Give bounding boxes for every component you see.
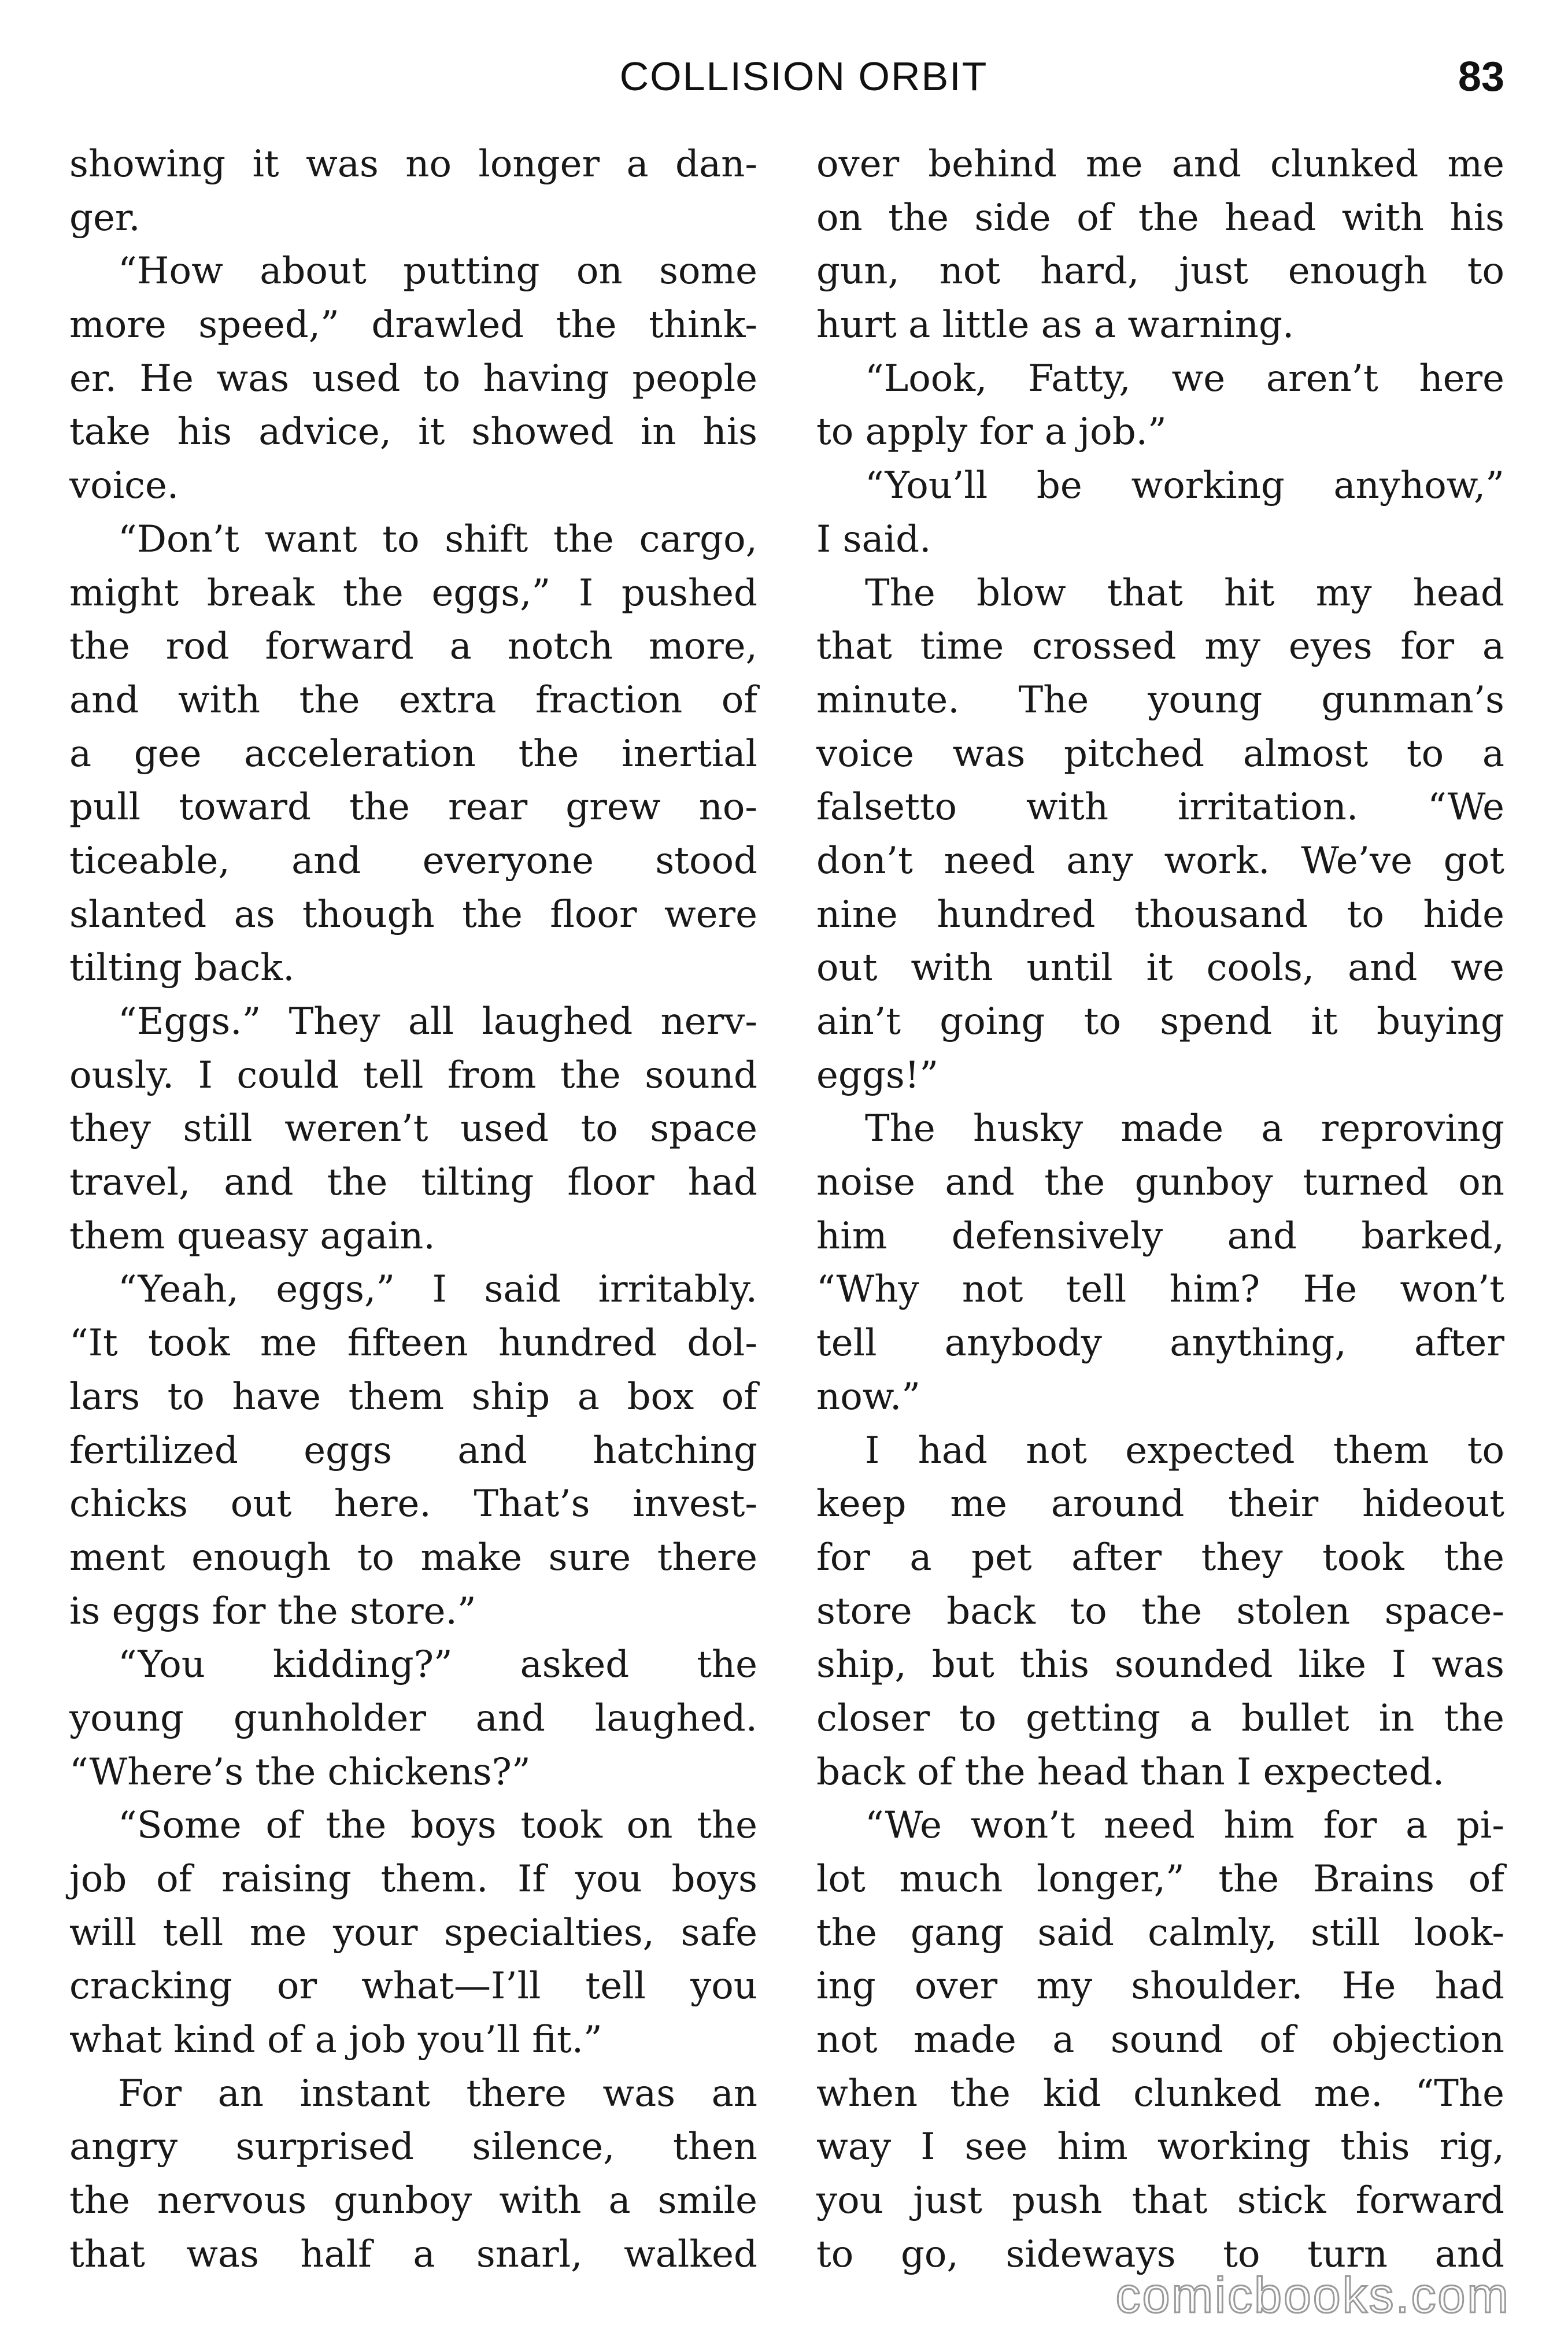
- text-line: to apply for a job.”: [816, 411, 1167, 454]
- text-line: over behind me and clunked me: [816, 143, 1504, 186]
- text-line: young gunholder and laughed.: [69, 1696, 757, 1740]
- text-line: “We won’t need him for a pi-: [865, 1804, 1504, 1847]
- text-line: ing over my shoulder. He had: [816, 1965, 1504, 2008]
- text-line: will tell me your specialties, safe: [69, 1911, 757, 1954]
- text-line: him defensively and barked,: [816, 1214, 1504, 1258]
- page-number: 83: [1458, 54, 1504, 100]
- text-line: the rod forward a notch more,: [69, 625, 757, 668]
- text-line: “How about putting on some: [118, 250, 757, 293]
- text-line: lot much longer,” the Brains of: [816, 1858, 1504, 1901]
- text-line: for a pet after they took the: [816, 1536, 1504, 1579]
- text-line: falsetto with irritation. “We: [816, 786, 1504, 829]
- text-line: “You kidding?” asked the: [118, 1643, 757, 1687]
- text-line: chicks out here. That’s invest-: [69, 1483, 757, 1526]
- text-line: fertilized eggs and hatching: [69, 1429, 757, 1472]
- text-line: you just push that stick forward: [816, 2179, 1504, 2223]
- text-column-right: [816, 138, 1504, 2282]
- text-line: when the kid clunked me. “The: [816, 2072, 1504, 2115]
- text-line: them queasy again.: [69, 1214, 435, 1258]
- text-line: “You’ll be working anyhow,”: [865, 464, 1504, 508]
- text-line: on the side of the head with his: [816, 196, 1504, 239]
- text-line: take his advice, it showed in his: [69, 411, 757, 454]
- text-line: ticeable, and everyone stood: [69, 839, 757, 882]
- text-line: For an instant there was an: [118, 2072, 757, 2115]
- text-line: “Why not tell him? He won’t: [816, 1268, 1504, 1311]
- text-line: “Yeah, eggs,” I said irritably.: [118, 1268, 757, 1311]
- text-line: “Some of the boys took on the: [118, 1804, 757, 1847]
- text-line: eggs!”: [816, 1054, 939, 1097]
- text-line: what kind of a job you’ll fit.”: [69, 2019, 602, 2062]
- text-line: ment enough to make sure there: [69, 1536, 757, 1579]
- text-line: gun, not hard, just enough to: [816, 250, 1504, 293]
- text-line: travel, and the tilting floor had: [69, 1161, 757, 1204]
- text-line: the gang said calmly, still look-: [816, 1911, 1504, 1954]
- text-line: showing it was no longer a dan-: [69, 143, 757, 186]
- text-line: lars to have them ship a box of: [69, 1375, 757, 1418]
- text-line: cracking or what—I’ll tell you: [69, 1965, 757, 2008]
- text-line: might break the eggs,” I pushed: [69, 571, 757, 615]
- text-line: now.”: [816, 1375, 920, 1418]
- page-header: [0, 53, 1568, 123]
- text-line: “Look, Fatty, we aren’t here: [865, 357, 1504, 400]
- text-line: don’t need any work. We’ve got: [816, 839, 1504, 882]
- text-line: out with until it cools, and we: [816, 947, 1504, 990]
- text-line: tilting back.: [69, 947, 295, 990]
- text-line: nine hundred thousand to hide: [816, 893, 1504, 936]
- text-line: hurt a little as a warning.: [816, 304, 1295, 347]
- text-line: back of the head than I expected.: [816, 1750, 1445, 1794]
- text-line: closer to getting a bullet in the: [816, 1696, 1504, 1740]
- text-line: keep me around their hideout: [816, 1483, 1504, 1526]
- text-line: “Where’s the chickens?”: [69, 1750, 531, 1794]
- text-line: ship, but this sounded like I was: [816, 1643, 1504, 1687]
- text-line: pull toward the rear grew no-: [69, 786, 757, 829]
- text-line: that was half a snarl, walked: [69, 2232, 757, 2276]
- text-line: a gee acceleration the inertial: [69, 732, 757, 775]
- text-line: voice.: [69, 464, 179, 508]
- text-line: noise and the gunboy turned on: [816, 1161, 1504, 1204]
- text-line: store back to the stolen space-: [816, 1590, 1504, 1633]
- text-line: ain’t going to spend it buying: [816, 1000, 1504, 1043]
- text-line: “Don’t want to shift the cargo,: [118, 518, 757, 561]
- text-line: and with the extra fraction of: [69, 678, 757, 722]
- text-line: is eggs for the store.”: [69, 1590, 476, 1633]
- text-column-left: [69, 138, 757, 2282]
- text-line: more speed,” drawled the think-: [69, 304, 757, 347]
- text-line: the nervous gunboy with a smile: [69, 2179, 757, 2223]
- text-line: not made a sound of objection: [816, 2019, 1504, 2062]
- text-line: “It took me fifteen hundred dol-: [69, 1322, 757, 1365]
- text-line: angry surprised silence, then: [69, 2126, 757, 2169]
- running-head-title: COLLISION ORBIT: [619, 54, 988, 99]
- text-line: tell anybody anything, after: [816, 1322, 1504, 1365]
- watermark-logo: comicbooks.com: [1115, 2268, 1510, 2323]
- text-line: that time crossed my eyes for a: [816, 625, 1504, 668]
- text-line: The blow that hit my head: [865, 571, 1504, 615]
- text-line: to go, sideways to turn and: [816, 2232, 1504, 2276]
- text-line: I had not expected them to: [865, 1429, 1504, 1472]
- text-line: minute. The young gunman’s: [816, 678, 1504, 722]
- text-line: ger.: [69, 196, 140, 239]
- text-line: they still weren’t used to space: [69, 1107, 757, 1151]
- text-line: way I see him working this rig,: [816, 2126, 1504, 2169]
- text-line: job of raising them. If you boys: [69, 1858, 757, 1901]
- text-line: “Eggs.” They all laughed nerv-: [118, 1000, 757, 1043]
- text-line: slanted as though the floor were: [69, 893, 757, 936]
- text-line: The husky made a reproving: [865, 1107, 1504, 1151]
- text-line: er. He was used to having people: [69, 357, 757, 400]
- text-line: ously. I could tell from the sound: [69, 1054, 757, 1097]
- text-line: I said.: [816, 518, 931, 561]
- text-line: voice was pitched almost to a: [816, 732, 1504, 775]
